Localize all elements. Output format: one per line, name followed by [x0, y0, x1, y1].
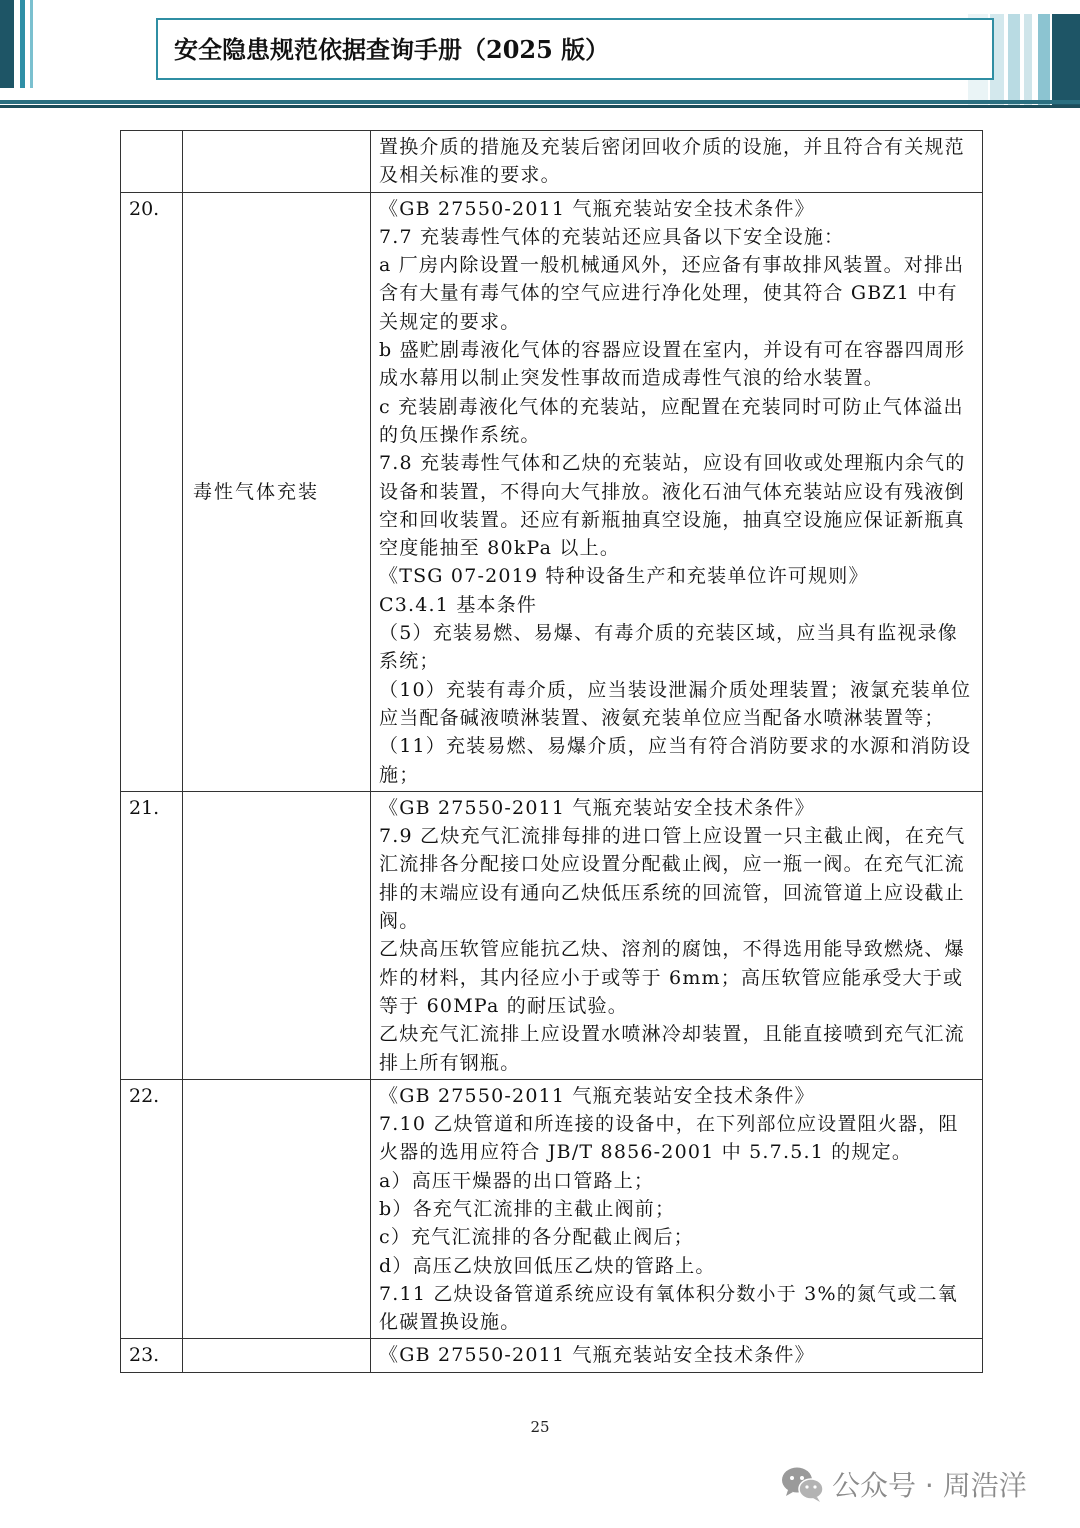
table-row [121, 1079, 983, 1339]
content-line: d）高压乙炔放回低压乙炔的管路上。 [379, 1254, 716, 1277]
content-line: 7.10 乙炔管道和所连接的设备中，在下列部位应设置阻火器，阻火器的选用应符合 JB/T 8856-2001 中 5.7.5.1 的规定。 [379, 1113, 959, 1164]
table-row [121, 131, 983, 193]
content-line: a）高压干燥器的出口管路上； [379, 1169, 655, 1192]
content-line: 乙炔充气汇流排上应设置水喷淋冷却装置，且能直接喷到充气汇流排上所有钢瓶。 [379, 1023, 965, 1074]
table-row [121, 1339, 983, 1372]
wechat-icon [780, 1464, 826, 1504]
content-line: 乙炔高压软管应能抗乙炔、溶剂的腐蚀，不得选用能导致燃烧、爆炸的材料，其内径应小于或等于 6mm；高压软管应能承受大于或等于 60MPa 的耐压试验。 [379, 938, 965, 1017]
row-category [183, 1339, 371, 1372]
content-line: C3.4.1 基本条件 [379, 593, 538, 616]
watermark-text: 公众号 · 周浩洋 [832, 1469, 1027, 1502]
row-number: 22. [121, 1079, 183, 1339]
row-content [371, 192, 983, 791]
row-category [183, 131, 371, 193]
content-line: 《GB 27550-2011 气瓶充装站安全技术条件》 [379, 1084, 815, 1107]
row-category: 毒性气体充装 [183, 192, 371, 791]
table-row [121, 791, 983, 1079]
content-line: c 充装剧毒液化气体的充装站，应配置在充装同时可防止气体溢出的负压操作系统。 [379, 395, 964, 446]
content-line: （10）充装有毒介质，应当装设泄漏介质处理装置；液氯充装单位应当配备碱液喷淋装置、液氨充装单位应当配备水喷淋装置等； [379, 678, 972, 729]
content-line: 7.8 充装毒性气体和乙炔的充装站，应设有回收或处理瓶内余气的设备和装置，不得向大气排放。液化石油气体充装站应设有残液倒空和回收装置。还应有新瓶抽真空设施，抽真空设施应保证新瓶真空度能抽至 80kPa 以上。 [379, 452, 966, 560]
content-line: （11）充装易燃、易爆介质，应当有符合消防要求的水源和消防设施； [379, 735, 972, 786]
content-line: 《GB 27550-2011 气瓶充装站安全技术条件》 [379, 796, 815, 819]
content-line: c）充气汇流排的各分配截止阀后； [379, 1226, 694, 1249]
content-line: 《GB 27550-2011 气瓶充装站安全技术条件》 [379, 1344, 815, 1367]
row-number: 21. [121, 791, 183, 1079]
watermark [780, 1462, 1070, 1506]
row-content [371, 131, 983, 193]
content-line: 7.11 乙炔设备管道系统应设有氧体积分数小于 3%的氮气或二氧化碳置换设施。 [379, 1282, 958, 1334]
row-category [183, 1079, 371, 1339]
header-rule [0, 105, 1080, 108]
row-content [371, 791, 983, 1079]
content-line: （5）充装易燃、易爆、有毒介质的充装区域，应当具有监视录像系统； [379, 622, 958, 673]
row-content [371, 1339, 983, 1372]
page-header [0, 0, 1080, 112]
row-number: 20. [121, 192, 183, 791]
table-row [121, 192, 983, 791]
content-line: b）各充气汇流排的主截止阀前； [379, 1197, 676, 1220]
page-number: 25 [530, 1418, 550, 1436]
row-number [121, 131, 183, 193]
content-line: b 盛贮剧毒液化气体的容器应设置在室内，并设有可在容器四周形成水幕用以制止突发性事故而造成毒性气浪的给水装置。 [379, 339, 966, 390]
header-rule [0, 100, 1080, 104]
content-line: 7.7 充装毒性气体的充装站还应具备以下安全设施： [379, 225, 845, 248]
content-line: 《TSG 07-2019 特种设备生产和充装单位许可规则》 [379, 565, 869, 588]
header-title-box [156, 18, 994, 80]
row-category [183, 791, 371, 1079]
document-title: 安全隐患规范依据查询手册（2025 版） [174, 35, 610, 64]
regulation-table [120, 130, 983, 1373]
row-number: 23. [121, 1339, 183, 1372]
content-line: 7.9 乙炔充气汇流排每排的进口管上应设置一只主截止阀，在充气汇流排各分配接口处应设置分配截止阀，应一瓶一阀。在充气汇流排的末端应设有通向乙炔低压系统的回流管，回流管道上应设截止阀。 [379, 825, 966, 933]
header-left-bar [30, 0, 33, 88]
content-line: a 厂房内除设置一般机械通风外，还应备有事故排风装置。对排出含有大量有毒气体的空气应进行净化处理，使其符合 GBZ1 中有关规定的要求。 [379, 254, 965, 333]
header-left-bar [20, 0, 25, 88]
content-line: 《GB 27550-2011 气瓶充装站安全技术条件》 [379, 197, 815, 220]
content-line: 置换介质的措施及充装后密闭回收介质的设施，并且符合有关规范及相关标准的要求。 [379, 136, 965, 187]
row-content [371, 1079, 983, 1339]
header-left-bar [0, 0, 14, 88]
